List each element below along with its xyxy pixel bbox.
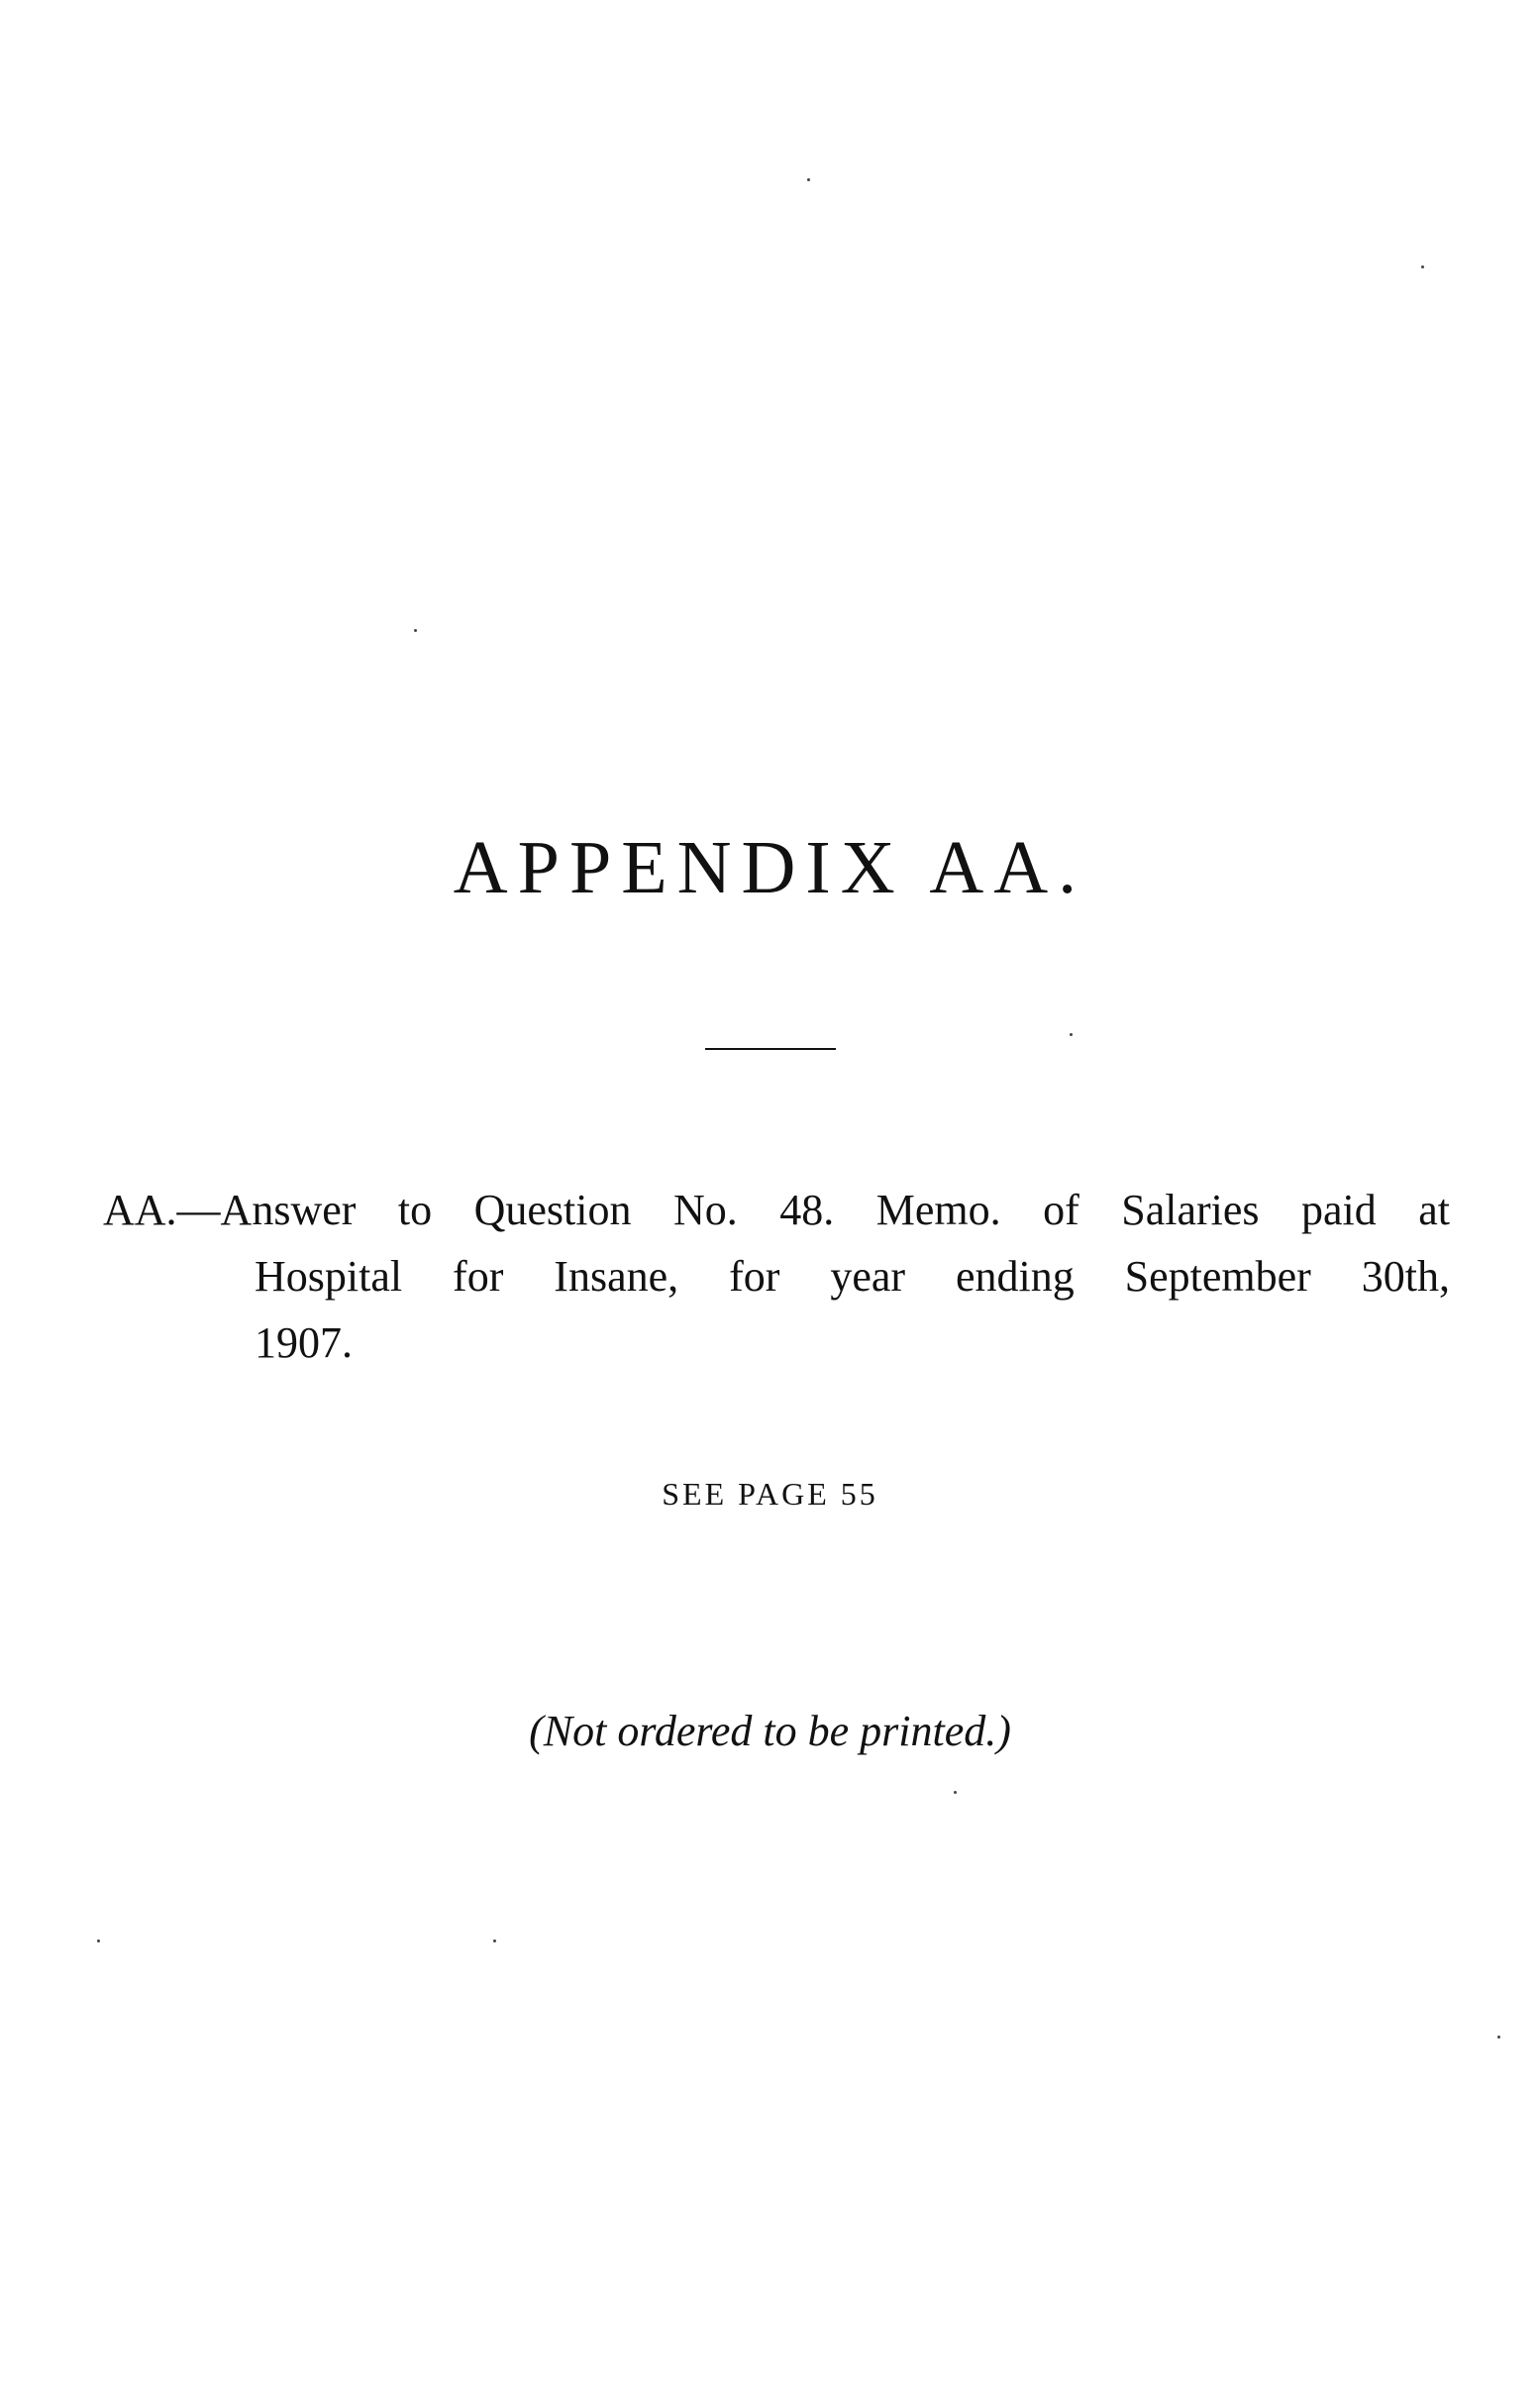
see-page-reference: SEE PAGE 55 — [662, 1476, 878, 1512]
scan-speck — [1070, 1033, 1073, 1036]
scan-speck — [954, 1791, 957, 1794]
entry-line-3: 1907. — [255, 1318, 353, 1367]
entry-line-2: Hospital for Insane, for year ending September 30th, — [255, 1252, 1450, 1301]
scan-speck — [1421, 265, 1424, 268]
page-title: APPENDIX AA. — [453, 826, 1087, 909]
appendix-entry — [103, 1177, 1450, 1376]
scan-speck — [1497, 2036, 1500, 2039]
scan-speck — [807, 178, 810, 181]
scan-speck — [414, 629, 417, 632]
print-note: (Not ordered to be printed.) — [529, 1707, 1011, 1755]
entry-line-1: AA.—Answer to Question No. 48. Memo. of Salaries paid at — [103, 1186, 1450, 1234]
scan-speck — [493, 1939, 496, 1942]
scan-speck — [97, 1939, 100, 1942]
title-divider — [705, 1048, 836, 1050]
